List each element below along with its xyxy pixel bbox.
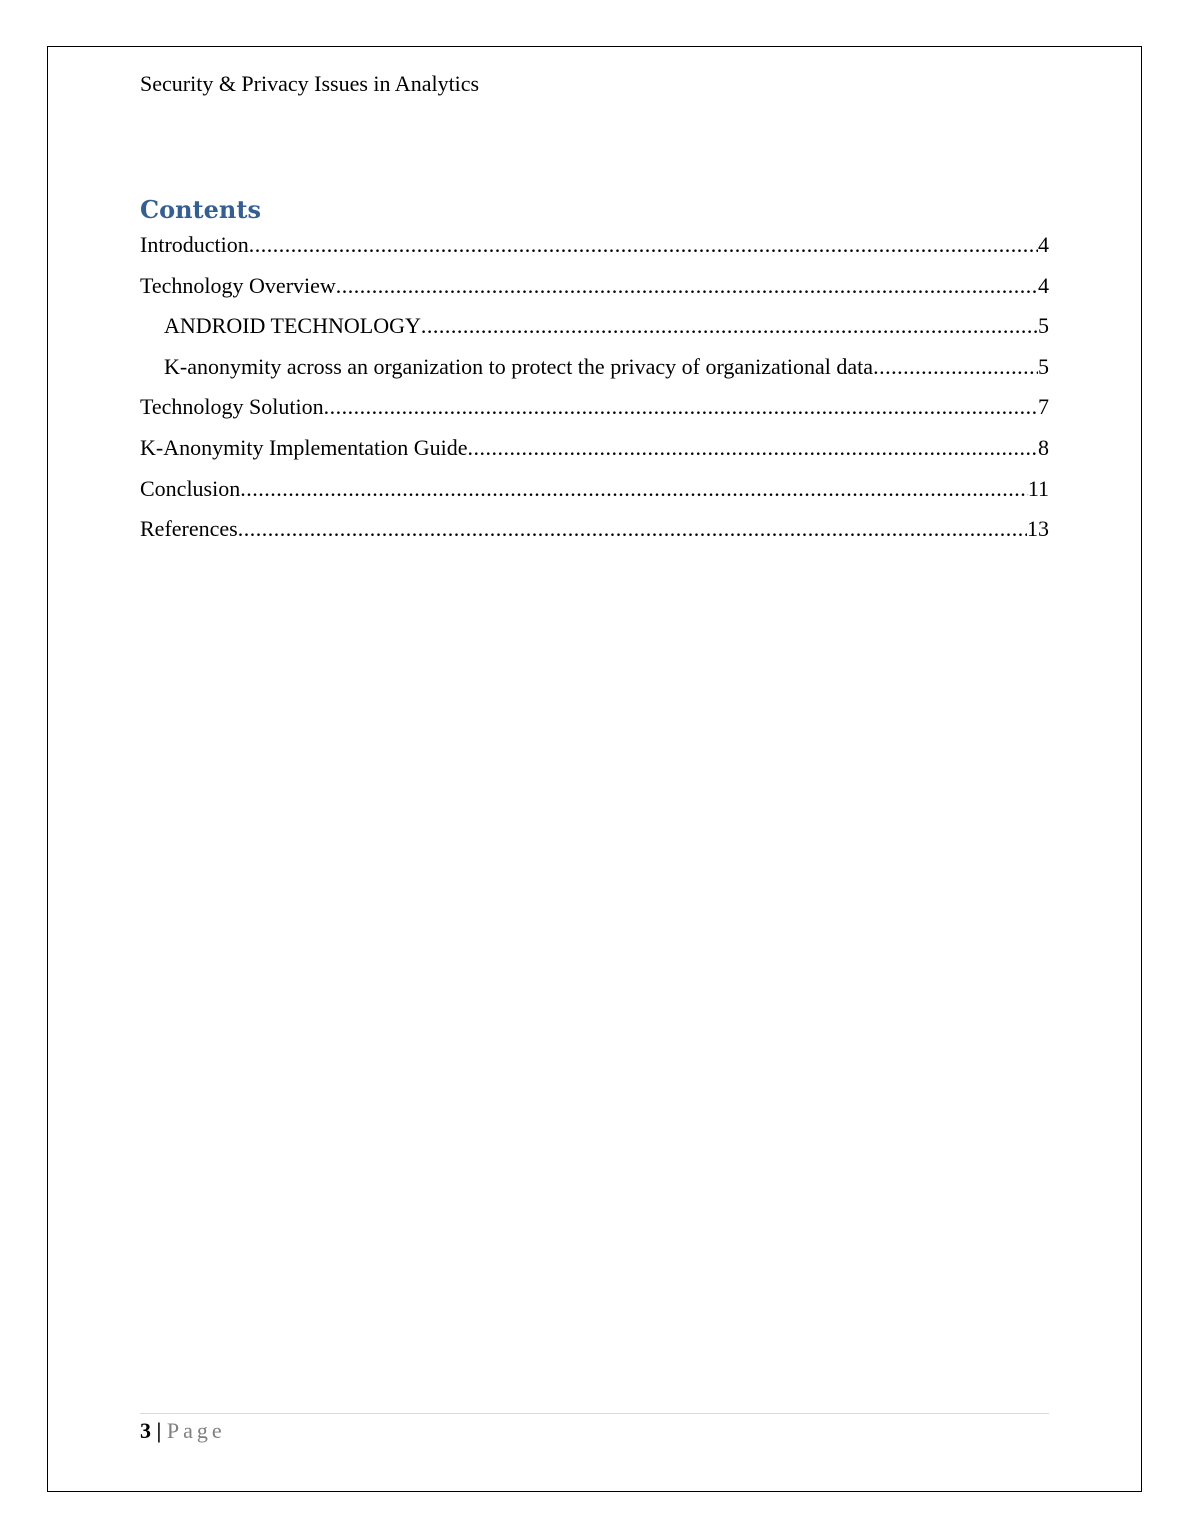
table-of-contents bbox=[140, 230, 1049, 555]
footer-divider bbox=[140, 1413, 1049, 1414]
dot-leader bbox=[873, 352, 1038, 382]
toc-entry-references[interactable] bbox=[140, 514, 1049, 555]
toc-heading: Contents bbox=[140, 195, 261, 224]
toc-entry-label: Introduction bbox=[140, 232, 249, 257]
toc-entry-page: 4 bbox=[1038, 272, 1049, 298]
dot-leader bbox=[324, 392, 1038, 422]
toc-entry-implementation-guide[interactable] bbox=[140, 433, 1049, 474]
toc-entry-label: K-anonymity across an organization to protect the privacy of organizational data bbox=[164, 353, 874, 379]
toc-entry-label: Technology Overview bbox=[140, 272, 336, 298]
toc-entry-page: 11 bbox=[1027, 475, 1049, 501]
toc-entry-page: 4 bbox=[1038, 232, 1049, 257]
toc-entry-label: Technology Solution bbox=[140, 394, 324, 420]
dot-leader bbox=[421, 311, 1038, 341]
toc-entry-label: K-Anonymity Implementation Guide bbox=[140, 434, 468, 460]
page-word: Page bbox=[166, 1418, 226, 1443]
toc-entry-page: 13 bbox=[1027, 516, 1049, 542]
toc-entry-technology-solution[interactable] bbox=[140, 392, 1049, 433]
page-number: 3 bbox=[140, 1418, 151, 1443]
toc-entry-label: References bbox=[140, 516, 238, 542]
dot-leader bbox=[238, 514, 1027, 544]
toc-entry-page: 5 bbox=[1038, 353, 1049, 379]
toc-entry-android-technology[interactable] bbox=[140, 311, 1049, 352]
toc-entry-label: Conclusion bbox=[140, 475, 241, 501]
toc-entry-conclusion[interactable] bbox=[140, 474, 1049, 515]
toc-entry-page: 7 bbox=[1038, 394, 1049, 420]
toc-entry-page: 5 bbox=[1038, 313, 1049, 339]
page-footer bbox=[140, 1416, 226, 1446]
toc-entry-introduction[interactable] bbox=[140, 230, 1049, 271]
toc-entry-k-anonymity-organization[interactable] bbox=[140, 352, 1049, 393]
toc-entry-technology-overview[interactable] bbox=[140, 271, 1049, 312]
dot-leader bbox=[240, 474, 1028, 504]
dot-leader bbox=[468, 433, 1039, 463]
toc-entry-page: 8 bbox=[1038, 434, 1049, 460]
footer-separator: | bbox=[151, 1418, 167, 1443]
dot-leader bbox=[249, 230, 1038, 260]
toc-entry-label: ANDROID TECHNOLOGY bbox=[164, 313, 421, 339]
running-header: Security & Privacy Issues in Analytics bbox=[140, 71, 480, 96]
dot-leader bbox=[336, 271, 1038, 301]
